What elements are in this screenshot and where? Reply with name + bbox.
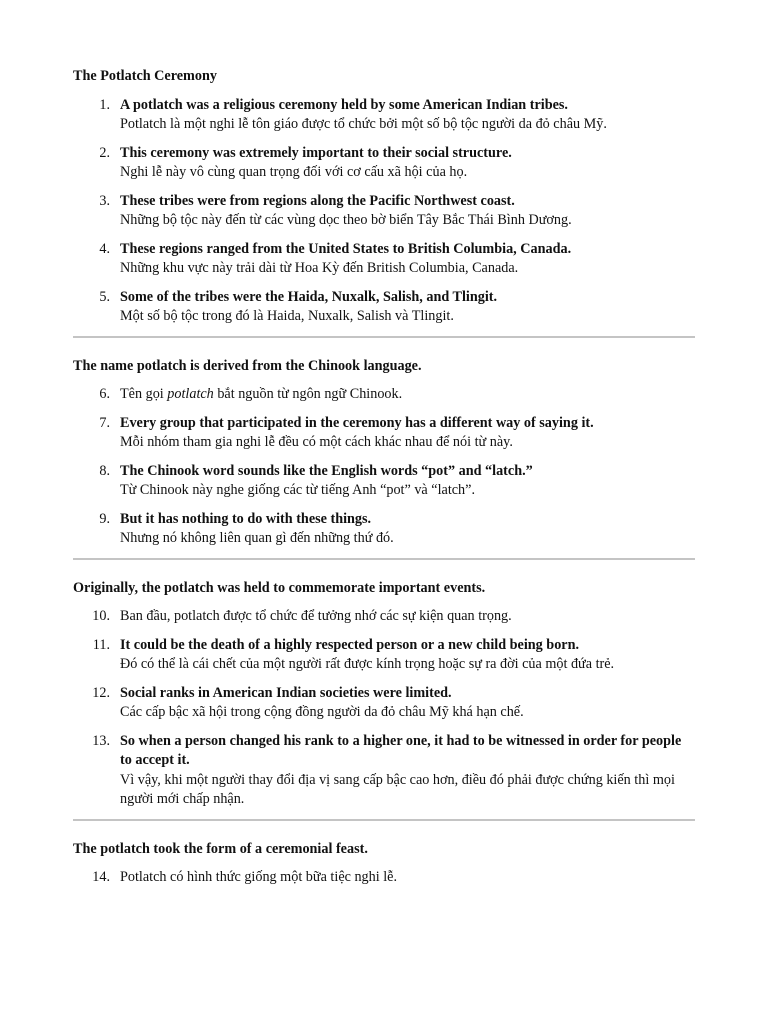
english-sentence: Social ranks in American Indian societies were limited. [120, 684, 452, 701]
item-number: 3. [99, 192, 110, 209]
list-item [73, 192, 695, 231]
english-sentence: A potlatch was a religious ceremony held by some American Indian tribes. [120, 96, 568, 113]
translation-text: bắt nguồn từ ngôn ngữ Chinook. [213, 386, 403, 402]
italic-term: potlatch [167, 386, 214, 402]
item-number: 1. [99, 96, 110, 113]
item-number: 6. [99, 386, 110, 402]
section-original-purpose [73, 579, 695, 810]
list-item [73, 462, 695, 501]
english-sentence: But it has nothing to do with these things. [120, 510, 372, 527]
section-heading: The name potlatch is derived from the Chinook language. [73, 357, 422, 374]
vietnamese-translation: Ban đầu, potlatch được tổ chức để tưởng nhớ các sự kiện quan trọng. [120, 608, 512, 624]
numbered-list [73, 607, 695, 810]
list-item [73, 510, 695, 549]
english-sentence: These regions ranged from the United States to British Columbia, Canada. [120, 240, 572, 257]
list-item [73, 144, 695, 183]
vietnamese-translation: Đó có thể là cái chết của một người rất được kính trọng hoặc sự ra đời của một đứa trẻ. [120, 656, 615, 672]
vietnamese-translation: Những bộ tộc này đến từ các vùng dọc theo bờ biển Tây Bắc Thái Bình Dương. [120, 212, 572, 228]
list-item [73, 96, 695, 135]
list-item [73, 414, 695, 453]
vietnamese-translation: Nhưng nó không liên quan gì đến những thứ đó. [120, 530, 394, 546]
section-divider [73, 558, 695, 560]
list-item [73, 868, 695, 888]
list-item [73, 385, 695, 405]
section-potlatch-ceremony [73, 67, 695, 327]
english-sentence: Some of the tribes were the Haida, Nuxalk, Salish, and Tlingit. [120, 288, 498, 305]
item-number: 13. [92, 732, 110, 749]
english-sentence: Every group that participated in the ceremony has a different way of saying it. [120, 414, 594, 431]
section-divider [73, 819, 695, 821]
numbered-list [73, 868, 695, 888]
english-sentence: These tribes were from regions along the Pacific Northwest coast. [120, 192, 515, 209]
numbered-list [73, 96, 695, 327]
vietnamese-translation: Một số bộ tộc trong đó là Haida, Nuxalk, Salish và Tlingit. [120, 308, 454, 324]
english-sentence: It could be the death of a highly respected person or a new child being born. [120, 636, 580, 653]
numbered-list [73, 385, 695, 549]
vietnamese-translation: Vì vậy, khi một người thay đổi địa vị sang cấp bậc cao hơn, điều đó phải được chứng kiến thì mọi người mới chấp nhận. [120, 771, 675, 807]
list-item [73, 636, 695, 675]
item-number: 8. [99, 462, 110, 479]
vietnamese-translation: Potlatch có hình thức giống một bữa tiệc nghi lễ. [120, 869, 398, 885]
vietnamese-translation [120, 385, 695, 405]
item-number: 11. [92, 636, 110, 653]
item-number: 5. [99, 288, 110, 305]
vietnamese-translation: Các cấp bậc xã hội trong cộng đồng người da đỏ châu Mỹ khá hạn chế. [120, 704, 524, 720]
section-name-origin [73, 357, 695, 549]
item-number: 12. [92, 684, 110, 701]
item-number: 10. [92, 608, 110, 624]
item-number: 9. [99, 510, 110, 527]
list-item [73, 607, 695, 627]
section-divider [73, 336, 695, 338]
english-sentence: So when a person changed his rank to a higher one, it had to be witnessed in order for people to accept it. [120, 732, 682, 768]
section-heading: The potlatch took the form of a ceremonial feast. [73, 840, 368, 857]
translation-text: Tên gọi [120, 386, 168, 402]
vietnamese-translation: Potlatch là một nghi lễ tôn giáo được tổ chức bởi một số bộ tộc người da đỏ châu Mỹ. [120, 116, 607, 132]
section-heading: Originally, the potlatch was held to commemorate important events. [73, 579, 486, 596]
list-item [73, 684, 695, 723]
section-heading: The Potlatch Ceremony [73, 68, 217, 84]
item-number: 14. [92, 869, 110, 885]
vietnamese-translation: Từ Chinook này nghe giống các từ tiếng Anh “pot” và “latch”. [120, 482, 475, 498]
list-item [73, 288, 695, 327]
list-item [73, 240, 695, 279]
vietnamese-translation: Những khu vực này trải dài từ Hoa Kỳ đến British Columbia, Canada. [120, 260, 519, 276]
item-number: 2. [99, 144, 110, 161]
item-number: 7. [99, 414, 110, 431]
list-item [73, 732, 695, 810]
english-sentence: The Chinook word sounds like the English words “pot” and “latch.” [120, 462, 533, 479]
document-page [73, 67, 695, 897]
vietnamese-translation: Mỗi nhóm tham gia nghi lễ đều có một cách khác nhau để nói từ này. [120, 434, 513, 450]
vietnamese-translation: Nghi lễ này vô cùng quan trọng đối với cơ cấu xã hội của họ. [120, 164, 468, 180]
item-number: 4. [99, 240, 110, 257]
section-ceremonial-feast [73, 840, 695, 888]
english-sentence: This ceremony was extremely important to their social structure. [120, 144, 512, 161]
